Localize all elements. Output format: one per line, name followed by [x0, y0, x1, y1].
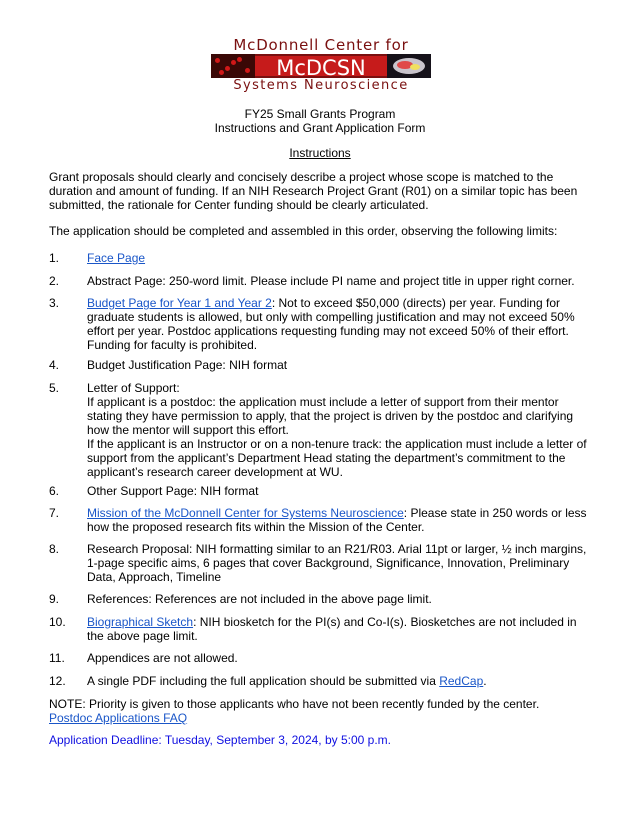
list-item: 9. References: References are not included in the above page limit.	[49, 592, 432, 606]
postdoc-faq-link[interactable]: Postdoc Applications FAQ	[49, 711, 188, 725]
list-item: 4. Budget Justification Page: NIH format	[49, 358, 288, 372]
redcap-link[interactable]: RedCap	[439, 674, 484, 688]
logo-band-text: McDCSN	[255, 54, 387, 78]
list-item: 2. Abstract Page: 250-word limit. Please include PI name and project title in upper right corner.	[49, 274, 575, 288]
instructions-heading: Instructions	[289, 146, 351, 160]
order-note: The application should be completed and assembled in this order, observing the following limits:	[49, 224, 558, 238]
face-page-link[interactable]: Face Page	[87, 251, 146, 265]
mcdcsn-logo	[211, 37, 431, 93]
logo-bottom-text: Systems Neuroscience	[233, 78, 409, 93]
list-item: 1. Face Page	[49, 251, 146, 265]
list-item: 12. A single PDF including the full application should be submitted via RedCap.	[49, 674, 487, 688]
biographical-sketch-link[interactable]: Biographical Sketch	[87, 615, 194, 629]
mission-link[interactable]: Mission of the McDonnell Center for Systems Neuroscience	[87, 506, 404, 520]
list-item: 3. Budget Page for Year 1 and Year 2: Not to exceed $50,000 (directs) per year. Funding for graduate students is allowed, but only with compelling justification and may not exceed 50% effort per year. Postdoc applications requesting funding may not exceed 50% of their effort. Funding for faculty is prohibited.	[49, 296, 575, 352]
budget-page-link[interactable]: Budget Page for Year 1 and Year 2	[87, 296, 272, 310]
application-deadline: Application Deadline: Tuesday, September 3, 2024, by 5:00 p.m.	[49, 733, 391, 747]
list-item: 7. Mission of the McDonnell Center for Systems Neuroscience: Please state in 250 words or less how the proposed research fits within the Mission of the Center.	[49, 506, 587, 534]
list-item: 8. Research Proposal: NIH formatting similar to an R21/R03. Arial 11pt or larger, ½ inch margins, 1-page specific aims, 6 pages that cover Background, Significance, Innovation, Preliminary Data, Approach, Timeline	[49, 542, 587, 584]
list-item: 10. Biographical Sketch: NIH biosketch for the PI(s) and Co-I(s). Biosketches are not included in the above page limit.	[49, 615, 577, 643]
form-title: Instructions and Grant Application Form	[214, 121, 426, 135]
list-item: 5. Letter of Support: If applicant is a postdoc: the application must include a letter of support from their mentor stating they have permission to apply, that the project is driven by the postdoc and clarifying how the mentor will support this effort. If the applicant is an Instructor or on a non-tenure track: the application must include a letter of support from the applicant’s Department Head stating the department’s commitment to the applicant’s research career development at WU.	[49, 381, 587, 479]
intro-paragraph: Grant proposals should clearly and concisely describe a project whose scope is matched to the duration and amount of funding. If an NIH Research Project Grant (R01) on a similar topic has been submitted, the rationale for Center funding should be clearly articulated.	[49, 170, 578, 212]
logo-top-text: McDonnell Center for	[233, 36, 409, 54]
logo-band	[211, 54, 431, 78]
list-item: 11. Appendices are not allowed.	[49, 651, 238, 665]
logo-neurons-image	[211, 54, 255, 78]
program-title: FY25 Small Grants Program	[244, 107, 396, 121]
priority-note: NOTE: Priority is given to those applicants who have not been recently funded by the center. Postdoc Applications FAQ	[49, 697, 540, 725]
brain-icon	[387, 54, 431, 78]
list-item: 6. Other Support Page: NIH format	[49, 484, 259, 498]
